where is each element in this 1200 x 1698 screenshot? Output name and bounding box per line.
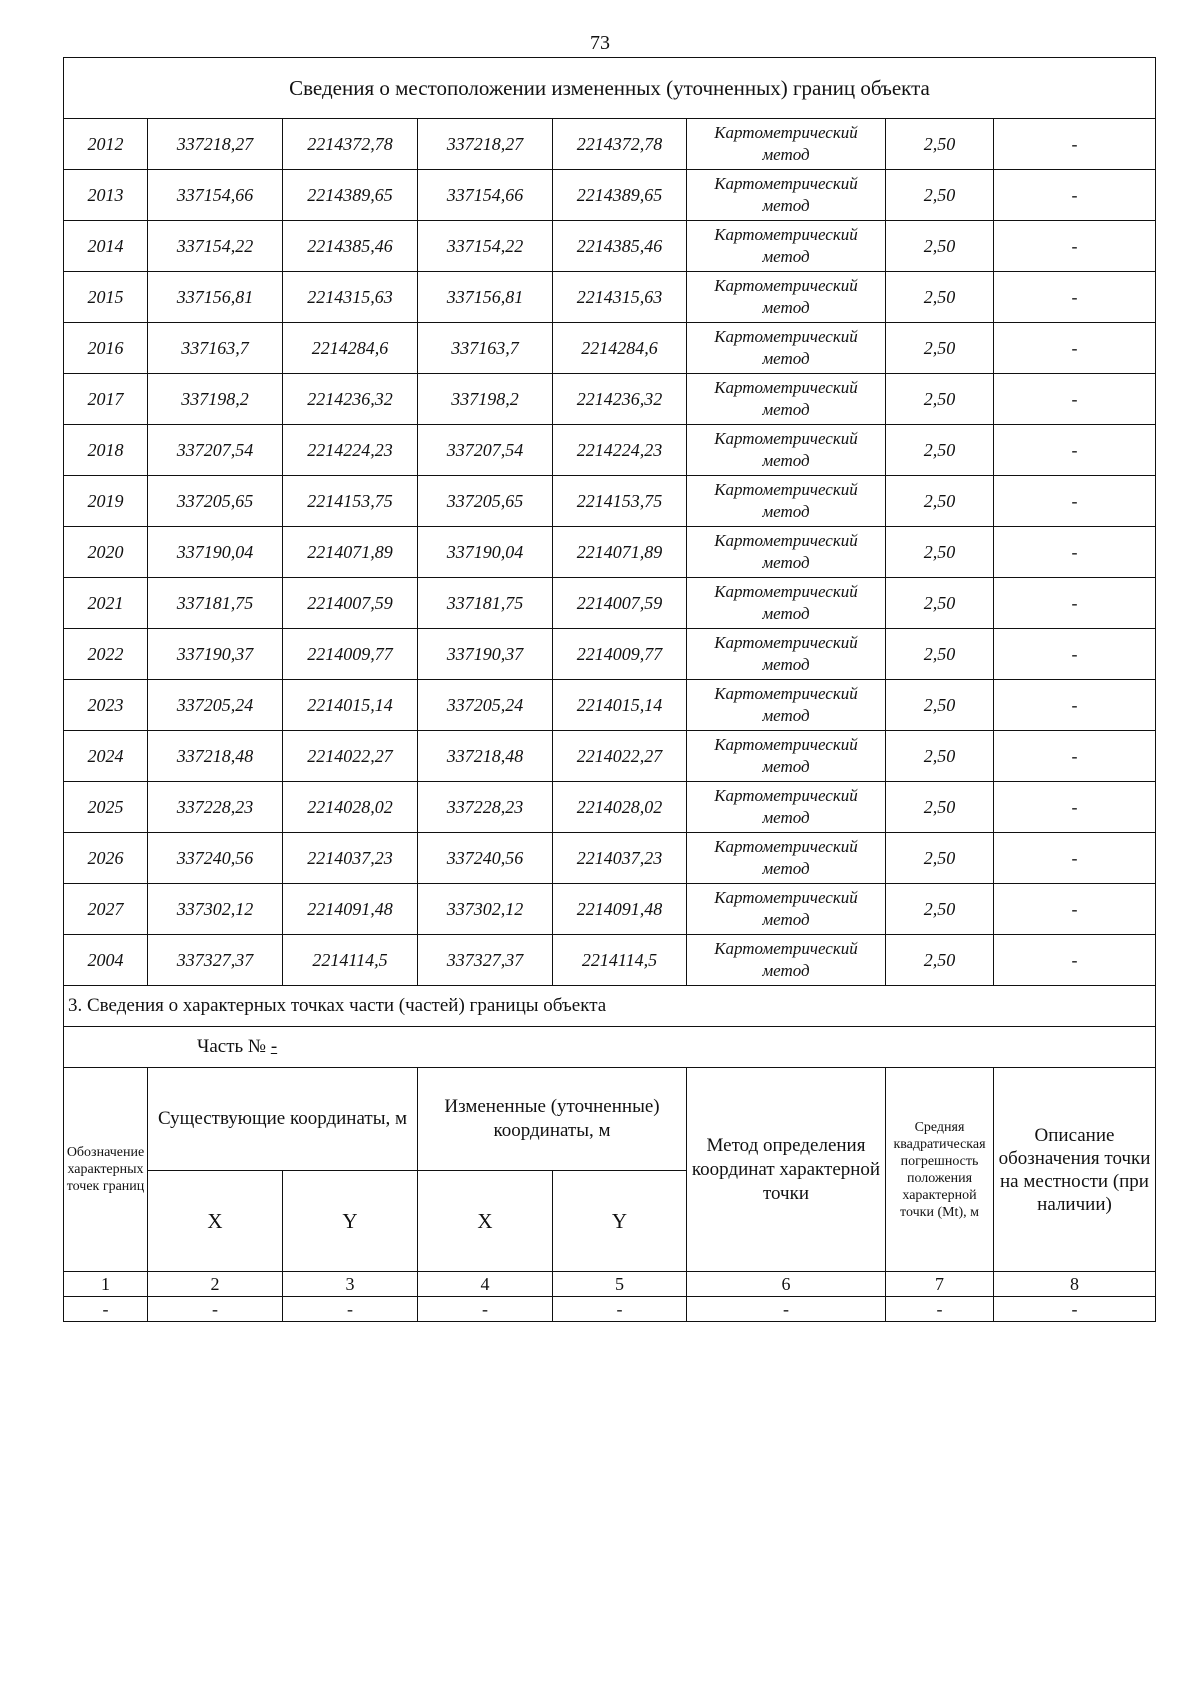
description-cell: -	[994, 629, 1156, 680]
method-line-1: Картометрический	[714, 735, 858, 754]
mt-cell: 2,50	[886, 476, 994, 527]
method-cell	[687, 272, 886, 323]
point-id-cell: 2023	[64, 680, 148, 731]
y-existing-cell: 2214315,63	[283, 272, 418, 323]
point-id-cell: 2012	[64, 119, 148, 170]
point-id-cell: 2027	[64, 884, 148, 935]
table-row	[64, 476, 1156, 527]
method-cell	[687, 731, 886, 782]
x-changed-cell: 337181,75	[418, 578, 553, 629]
y-changed-cell: 2214224,23	[553, 425, 687, 476]
point-id-cell: 2004	[64, 935, 148, 986]
x-changed-cell: 337190,04	[418, 527, 553, 578]
boundary-table	[63, 57, 1156, 1322]
table-row	[64, 833, 1156, 884]
part-cell	[64, 1027, 1156, 1068]
header-x-changed: X	[418, 1171, 553, 1272]
part-row	[64, 1027, 1156, 1068]
method-line-1: Картометрический	[714, 123, 858, 142]
y-existing-cell: 2214028,02	[283, 782, 418, 833]
x-existing-cell: 337205,24	[148, 680, 283, 731]
y-changed-cell: 2214389,65	[553, 170, 687, 221]
y-existing-cell: 2214022,27	[283, 731, 418, 782]
mt-cell: 2,50	[886, 221, 994, 272]
x-changed-cell: 337163,7	[418, 323, 553, 374]
method-line-1: Картометрический	[714, 480, 858, 499]
column-number: 5	[553, 1272, 687, 1297]
method-line-2: метод	[762, 400, 810, 419]
method-line-2: метод	[762, 196, 810, 215]
y-changed-cell: 2214022,27	[553, 731, 687, 782]
empty-cell: -	[687, 1297, 886, 1322]
x-existing-cell: 337218,27	[148, 119, 283, 170]
point-id-cell: 2022	[64, 629, 148, 680]
x-changed-cell: 337154,66	[418, 170, 553, 221]
method-line-1: Картометрический	[714, 939, 858, 958]
y-changed-cell: 2214071,89	[553, 527, 687, 578]
x-existing-cell: 337302,12	[148, 884, 283, 935]
method-cell	[687, 629, 886, 680]
method-line-1: Картометрический	[714, 378, 858, 397]
description-cell: -	[994, 782, 1156, 833]
method-line-1: Картометрический	[714, 174, 858, 193]
method-line-1: Картометрический	[714, 429, 858, 448]
point-id-cell: 2021	[64, 578, 148, 629]
description-cell: -	[994, 935, 1156, 986]
table-row	[64, 119, 1156, 170]
mt-cell: 2,50	[886, 782, 994, 833]
point-id-cell: 2024	[64, 731, 148, 782]
x-changed-cell: 337218,48	[418, 731, 553, 782]
y-changed-cell: 2214236,32	[553, 374, 687, 425]
x-existing-cell: 337198,2	[148, 374, 283, 425]
y-changed-cell: 2214091,48	[553, 884, 687, 935]
table-row	[64, 731, 1156, 782]
description-cell: -	[994, 833, 1156, 884]
method-line-2: метод	[762, 655, 810, 674]
description-cell: -	[994, 374, 1156, 425]
table-row	[64, 221, 1156, 272]
x-changed-cell: 337218,27	[418, 119, 553, 170]
method-cell	[687, 680, 886, 731]
mt-cell: 2,50	[886, 680, 994, 731]
empty-cell: -	[148, 1297, 283, 1322]
section3-title: 3. Сведения о характерных точках части (частей) границы объекта	[64, 986, 1156, 1027]
y-existing-cell: 2214224,23	[283, 425, 418, 476]
y-existing-cell: 2214153,75	[283, 476, 418, 527]
column-number: 3	[283, 1272, 418, 1297]
x-changed-cell: 337198,2	[418, 374, 553, 425]
mt-cell: 2,50	[886, 374, 994, 425]
method-line-1: Картометрический	[714, 837, 858, 856]
method-line-2: метод	[762, 553, 810, 572]
y-changed-cell: 2214372,78	[553, 119, 687, 170]
table-row	[64, 170, 1156, 221]
x-changed-cell: 337154,22	[418, 221, 553, 272]
method-line-1: Картометрический	[714, 225, 858, 244]
x-changed-cell: 337240,56	[418, 833, 553, 884]
description-cell: -	[994, 170, 1156, 221]
method-line-1: Картометрический	[714, 888, 858, 907]
header-description: Описание обозначения точки на местности (при наличии)	[994, 1068, 1156, 1272]
empty-cell: -	[418, 1297, 553, 1322]
point-id-cell: 2019	[64, 476, 148, 527]
empty-cell: -	[553, 1297, 687, 1322]
part-label: Часть №	[197, 1036, 267, 1057]
x-existing-cell: 337154,22	[148, 221, 283, 272]
table-row	[64, 272, 1156, 323]
description-cell: -	[994, 119, 1156, 170]
point-id-cell: 2025	[64, 782, 148, 833]
method-line-1: Картометрический	[714, 276, 858, 295]
y-changed-cell: 2214284,6	[553, 323, 687, 374]
mt-cell: 2,50	[886, 629, 994, 680]
y-changed-cell: 2214037,23	[553, 833, 687, 884]
column-number: 1	[64, 1272, 148, 1297]
table-row	[64, 680, 1156, 731]
y-existing-cell: 2214037,23	[283, 833, 418, 884]
method-cell	[687, 833, 886, 884]
empty-data-row	[64, 1297, 1156, 1322]
header-point-designation: Обозначение характерных точек границ	[64, 1068, 148, 1272]
table-row	[64, 323, 1156, 374]
description-cell: -	[994, 272, 1156, 323]
y-existing-cell: 2214071,89	[283, 527, 418, 578]
x-changed-cell: 337156,81	[418, 272, 553, 323]
y-existing-cell: 2214236,32	[283, 374, 418, 425]
method-line-2: метод	[762, 298, 810, 317]
method-line-2: метод	[762, 706, 810, 725]
x-changed-cell: 337327,37	[418, 935, 553, 986]
y-changed-cell: 2214315,63	[553, 272, 687, 323]
column-number: 6	[687, 1272, 886, 1297]
method-line-1: Картометрический	[714, 531, 858, 550]
description-cell: -	[994, 323, 1156, 374]
description-cell: -	[994, 476, 1156, 527]
method-cell	[687, 119, 886, 170]
column-number: 8	[994, 1272, 1156, 1297]
method-line-2: метод	[762, 349, 810, 368]
method-line-1: Картометрический	[714, 327, 858, 346]
mt-cell: 2,50	[886, 731, 994, 782]
method-cell	[687, 425, 886, 476]
table-row	[64, 935, 1156, 986]
header-mt: Средняя квадратическая погрешность положения характерной точки (Mt), м	[886, 1068, 994, 1272]
point-id-cell: 2014	[64, 221, 148, 272]
method-line-2: метод	[762, 757, 810, 776]
point-id-cell: 2016	[64, 323, 148, 374]
mt-cell: 2,50	[886, 119, 994, 170]
table-row	[64, 425, 1156, 476]
table-row	[64, 527, 1156, 578]
y-existing-cell: 2214385,46	[283, 221, 418, 272]
x-existing-cell: 337181,75	[148, 578, 283, 629]
mt-cell: 2,50	[886, 935, 994, 986]
page-number: 73	[590, 32, 610, 54]
table-row	[64, 374, 1156, 425]
x-existing-cell: 337207,54	[148, 425, 283, 476]
method-line-1: Картометрический	[714, 786, 858, 805]
x-changed-cell: 337207,54	[418, 425, 553, 476]
y-changed-cell: 2214028,02	[553, 782, 687, 833]
x-changed-cell: 337205,24	[418, 680, 553, 731]
method-line-2: метод	[762, 961, 810, 980]
column-number: 2	[148, 1272, 283, 1297]
y-changed-cell: 2214385,46	[553, 221, 687, 272]
table-row	[64, 578, 1156, 629]
empty-cell: -	[283, 1297, 418, 1322]
header-y-existing: Y	[283, 1171, 418, 1272]
x-existing-cell: 337327,37	[148, 935, 283, 986]
column-number: 4	[418, 1272, 553, 1297]
column-number: 7	[886, 1272, 994, 1297]
y-existing-cell: 2214091,48	[283, 884, 418, 935]
table-row	[64, 884, 1156, 935]
method-line-2: метод	[762, 808, 810, 827]
method-line-2: метод	[762, 451, 810, 470]
method-line-2: метод	[762, 247, 810, 266]
point-id-cell: 2013	[64, 170, 148, 221]
empty-cell: -	[886, 1297, 994, 1322]
description-cell: -	[994, 680, 1156, 731]
y-changed-cell: 2214009,77	[553, 629, 687, 680]
mt-cell: 2,50	[886, 578, 994, 629]
method-line-2: метод	[762, 145, 810, 164]
method-cell	[687, 476, 886, 527]
mt-cell: 2,50	[886, 272, 994, 323]
method-line-1: Картометрический	[714, 582, 858, 601]
method-cell	[687, 935, 886, 986]
section3-row	[64, 986, 1156, 1027]
part-value: -	[270, 1036, 278, 1057]
x-existing-cell: 337240,56	[148, 833, 283, 884]
method-line-1: Картометрический	[714, 684, 858, 703]
method-cell	[687, 884, 886, 935]
point-id-cell: 2018	[64, 425, 148, 476]
y-existing-cell: 2214009,77	[283, 629, 418, 680]
x-existing-cell: 337218,48	[148, 731, 283, 782]
x-existing-cell: 337163,7	[148, 323, 283, 374]
method-cell	[687, 782, 886, 833]
y-changed-cell: 2214114,5	[553, 935, 687, 986]
method-cell	[687, 170, 886, 221]
y-existing-cell: 2214114,5	[283, 935, 418, 986]
header-row-1	[64, 1068, 1156, 1171]
description-cell: -	[994, 425, 1156, 476]
y-changed-cell: 2214153,75	[553, 476, 687, 527]
description-cell: -	[994, 578, 1156, 629]
point-id-cell: 2017	[64, 374, 148, 425]
y-changed-cell: 2214015,14	[553, 680, 687, 731]
method-cell	[687, 323, 886, 374]
description-cell: -	[994, 884, 1156, 935]
x-changed-cell: 337228,23	[418, 782, 553, 833]
x-changed-cell: 337205,65	[418, 476, 553, 527]
mt-cell: 2,50	[886, 884, 994, 935]
table-title: Сведения о местоположении измененных (уточненных) границ объекта	[64, 58, 1156, 119]
method-line-1: Картометрический	[714, 633, 858, 652]
header-x-existing: X	[148, 1171, 283, 1272]
header-existing-coords: Существующие координаты, м	[148, 1068, 418, 1171]
table-title-row	[64, 58, 1156, 119]
method-line-2: метод	[762, 604, 810, 623]
mt-cell: 2,50	[886, 833, 994, 884]
table-row	[64, 629, 1156, 680]
empty-cell: -	[994, 1297, 1156, 1322]
header-y-changed: Y	[553, 1171, 687, 1272]
method-cell	[687, 527, 886, 578]
header-changed-coords: Измененные (уточненные) координаты, м	[418, 1068, 687, 1171]
mt-cell: 2,50	[886, 527, 994, 578]
header-method: Метод определения координат характерной точки	[687, 1068, 886, 1272]
mt-cell: 2,50	[886, 170, 994, 221]
method-cell	[687, 578, 886, 629]
point-id-cell: 2015	[64, 272, 148, 323]
x-changed-cell: 337302,12	[418, 884, 553, 935]
description-cell: -	[994, 731, 1156, 782]
x-existing-cell: 337228,23	[148, 782, 283, 833]
y-existing-cell: 2214389,65	[283, 170, 418, 221]
x-existing-cell: 337190,04	[148, 527, 283, 578]
point-id-cell: 2020	[64, 527, 148, 578]
x-existing-cell: 337190,37	[148, 629, 283, 680]
y-existing-cell: 2214372,78	[283, 119, 418, 170]
column-numbers-row	[64, 1272, 1156, 1297]
description-cell: -	[994, 221, 1156, 272]
method-line-2: метод	[762, 859, 810, 878]
y-existing-cell: 2214007,59	[283, 578, 418, 629]
method-cell	[687, 374, 886, 425]
point-id-cell: 2026	[64, 833, 148, 884]
x-existing-cell: 337154,66	[148, 170, 283, 221]
x-changed-cell: 337190,37	[418, 629, 553, 680]
empty-cell: -	[64, 1297, 148, 1322]
method-line-2: метод	[762, 502, 810, 521]
table-row	[64, 782, 1156, 833]
x-existing-cell: 337156,81	[148, 272, 283, 323]
method-line-2: метод	[762, 910, 810, 929]
y-changed-cell: 2214007,59	[553, 578, 687, 629]
y-existing-cell: 2214015,14	[283, 680, 418, 731]
x-existing-cell: 337205,65	[148, 476, 283, 527]
method-cell	[687, 221, 886, 272]
description-cell: -	[994, 527, 1156, 578]
y-existing-cell: 2214284,6	[283, 323, 418, 374]
mt-cell: 2,50	[886, 425, 994, 476]
mt-cell: 2,50	[886, 323, 994, 374]
